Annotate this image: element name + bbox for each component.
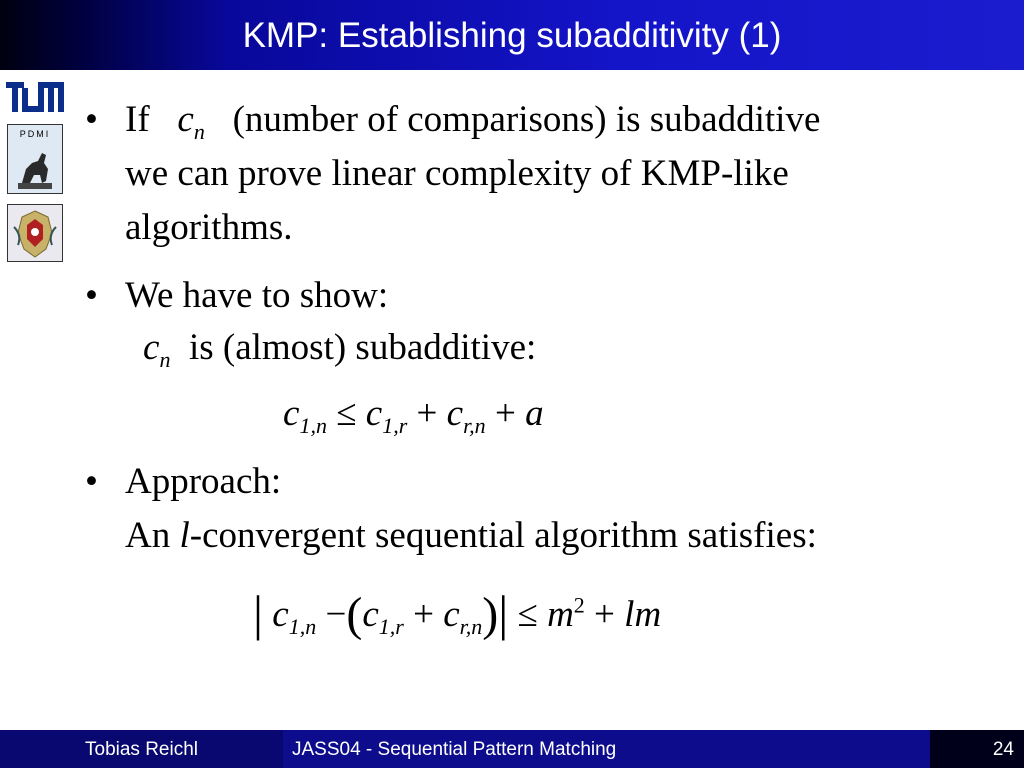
bullet3-line2-text: -convergent sequential algorithm satisfies: — [189, 515, 817, 556]
formula-term: c — [365, 393, 383, 434]
bullet2-line2-text: is (almost) subadditive: — [188, 327, 537, 368]
formula-paren: ( — [346, 588, 363, 641]
subadditivity-formula — [283, 392, 544, 438]
formula-subscript: r,n — [459, 614, 483, 639]
university-crest-logo — [7, 204, 63, 262]
bullet-dot: • — [85, 275, 98, 316]
formula-operator: + — [494, 393, 516, 434]
formula-subscript: r,n — [463, 413, 486, 438]
bullet2-var-sub: n — [159, 347, 171, 372]
bullet-dot: • — [85, 461, 98, 502]
formula-bar: | — [253, 585, 264, 641]
formula-term: lm — [624, 594, 662, 635]
formula-subscript: 1,n — [288, 614, 317, 639]
formula-bar: | — [498, 585, 509, 641]
footer-event: JASS04 - Sequential Pattern Matching — [292, 739, 617, 760]
bullet1-var-sub: n — [193, 119, 205, 144]
formula-subscript: 1,r — [382, 413, 408, 438]
formula-operator: − — [325, 594, 347, 635]
bullet1-if: If — [125, 99, 150, 140]
footer-page-number: 24 — [992, 739, 1014, 760]
formula-operator: ≤ — [517, 594, 538, 635]
formula-operator: + — [594, 594, 615, 635]
formula-operator: + — [416, 393, 438, 434]
bullet3-var: l — [179, 515, 190, 556]
bullet3-an: An — [125, 515, 171, 556]
bullet3-line2 — [125, 514, 817, 557]
bullet1-var: c — [177, 99, 194, 140]
tum-logo — [6, 80, 64, 114]
formula-term: a — [525, 393, 544, 434]
formula-paren: ) — [482, 588, 499, 641]
formula-term: c — [362, 594, 379, 635]
pdmi-label: PDMI — [19, 129, 51, 139]
formula-operator: + — [413, 594, 434, 635]
bullet1-line1 — [125, 98, 821, 144]
slide-title: KMP: Establishing subadditivity (1) — [242, 16, 782, 55]
formula-operator: ≤ — [336, 393, 357, 434]
bullet2-var: c — [143, 327, 160, 368]
bullet3-line1: Approach: — [125, 461, 282, 502]
formula-term: c — [446, 393, 464, 434]
footer-author: Tobias Reichl — [85, 739, 198, 760]
bullet1-line3: algorithms. — [125, 207, 293, 248]
pdmi-logo — [7, 124, 63, 194]
horseman-icon — [8, 139, 62, 195]
formula-term: c — [443, 594, 460, 635]
formula-term: c — [283, 393, 300, 434]
formula-term: m — [547, 594, 574, 635]
bullet-dot: • — [85, 99, 98, 140]
formula-term: c — [272, 594, 289, 635]
bullet2-line1: We have to show: — [125, 275, 389, 316]
bullet1-line2: we can prove linear complexity of KMP-like — [125, 153, 789, 194]
crest-icon — [8, 205, 62, 261]
formula-subscript: 1,r — [378, 614, 404, 639]
formula-exponent: 2 — [573, 592, 585, 618]
formula-subscript: 1,n — [299, 413, 327, 438]
bullet1-line1-text: (number of comparisons) is subadditive — [232, 99, 821, 140]
convergence-formula — [253, 580, 662, 641]
bullet2-line2 — [143, 326, 537, 372]
